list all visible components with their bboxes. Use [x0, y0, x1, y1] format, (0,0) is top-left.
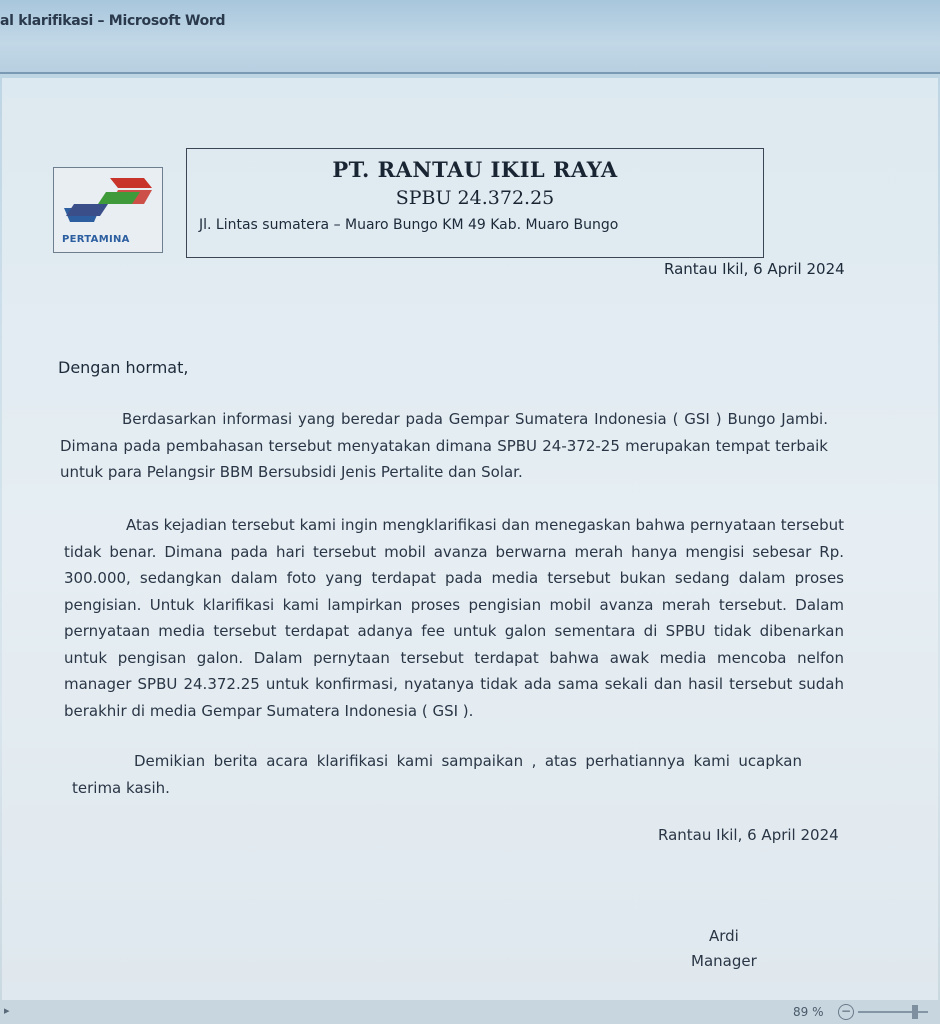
status-arrow-icon: ▸: [4, 1004, 10, 1017]
letter-date-top: Rantau Ikil, 6 April 2024: [664, 260, 845, 278]
zoom-out-button[interactable]: −: [838, 1004, 854, 1020]
greeting: Dengan hormat,: [58, 358, 189, 377]
ribbon-divider: [0, 72, 940, 74]
signer-title: Manager: [691, 952, 757, 970]
paragraph-1: [60, 406, 828, 486]
pertamina-logo: [53, 167, 163, 253]
letter-date-bottom: Rantau Ikil, 6 April 2024: [658, 826, 839, 844]
letterhead-box: [186, 148, 764, 258]
title-bar: [0, 0, 940, 72]
status-bar: [0, 1000, 940, 1024]
signer-name: Ardi: [709, 927, 739, 945]
company-address: Jl. Lintas sumatera – Muaro Bungo KM 49 Kab. Muaro Bungo: [199, 217, 619, 233]
zoom-slider-thumb[interactable]: [912, 1005, 918, 1019]
company-name: PT. RANTAU IKIL RAYA: [332, 157, 618, 182]
zoom-level[interactable]: 89 %: [793, 1005, 824, 1019]
paragraph-3: [72, 748, 802, 801]
paragraph-2-text: Atas kejadian tersebut kami ingin mengklarifikasi dan menegaskan bahwa pernyataan tersebut tidak benar. Dimana pada hari tersebut mobil avanza berwarna merah hanya mengisi sebesar Rp. 300.000, sedangkan dalam foto yang terdapat pada media tersebut bukan sedang dalam proses pengisian. Untuk klarifikasi kami lampirkan proses pengisian mobil avanza merah tersebut. Dalam pernyataan media tersebut terdapat adanya fee untuk galon sementara di SPBU tidak dibenarkan untuk pengisan galon. Dalam pernytaan tersebut terdapat bahwa awak media mencoba nelfon manager SPBU 24.372.25 untuk konfirmasi, nyatanya tidak ada sama sekali dan hasil tersebut sudah berakhir di media Gempar Sumatera Indonesia ( GSI ).: [64, 516, 844, 720]
paragraph-1-text: Berdasarkan informasi yang beredar pada Gempar Sumatera Indonesia ( GSI ) Bungo Jambi. Dimana pada pembahasan tersebut menyatakan dimana SPBU 24-372-25 merupakan tempat terbaik untuk para Pelangsir BBM Bersubsidi Jenis Pertalite dan Solar.: [60, 410, 828, 481]
paragraph-3-text: Demikian berita acara klarifikasi kami sampaikan , atas perhatiannya kami ucapkan terima kasih.: [72, 752, 802, 797]
station-code: SPBU 24.372.25: [395, 187, 555, 209]
window-title: al klarifikasi – Microsoft Word: [0, 13, 226, 29]
paragraph-2: [64, 512, 844, 724]
pertamina-logo-icon: [60, 174, 158, 232]
logo-text: PERTAMINA: [62, 234, 130, 245]
